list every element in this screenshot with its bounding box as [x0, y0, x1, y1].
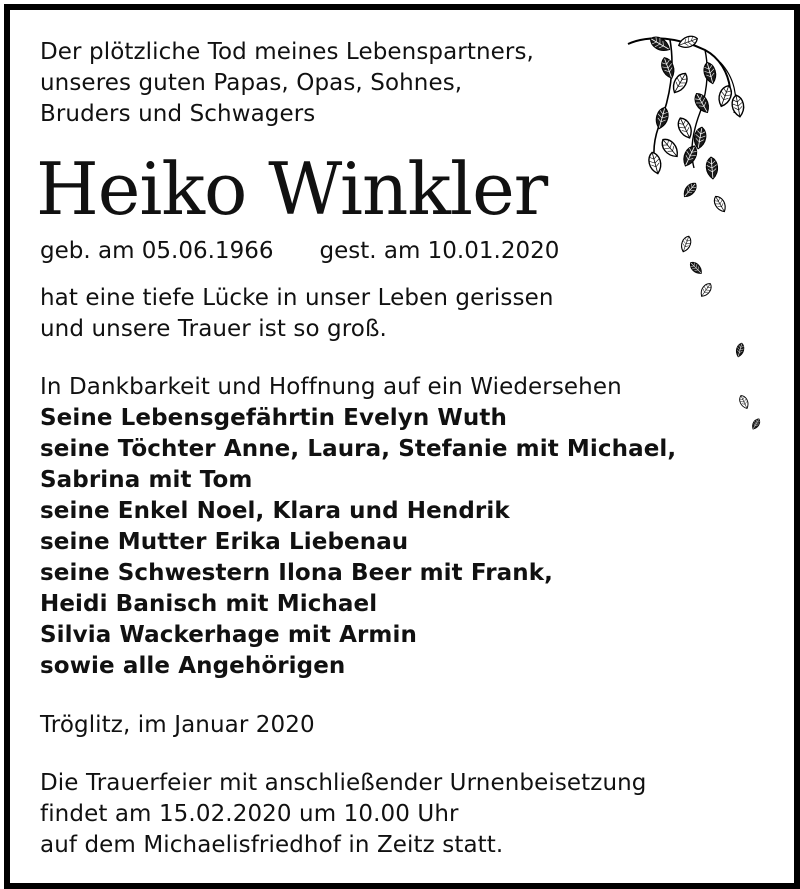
mourner-line: seine Schwestern Ilona Beer mit Frank, [40, 560, 553, 586]
intro-line-1: Der plötzliche Tod meines Lebenspartners, [40, 39, 534, 65]
funeral-line-2: findet am 15.02.2020 um 10.00 Uhr [40, 801, 459, 827]
mourner-line: Silvia Wackerhage mit Armin [40, 622, 417, 648]
place-date: Tröglitz, im Januar 2020 [40, 712, 315, 738]
deceased-name: Heiko Winkler [36, 147, 548, 231]
funeral-line-1: Die Trauerfeier mit anschließender Urnenbeisetzung [40, 770, 647, 796]
mourner-line: Heidi Banisch mit Michael [40, 591, 378, 617]
mourner-line: Sabrina mit Tom [40, 467, 253, 493]
funeral-line-3: auf dem Michaelisfriedhof in Zeitz statt. [40, 832, 504, 858]
mourner-line: seine Mutter Erika Liebenau [40, 529, 409, 555]
life-dates [40, 236, 559, 266]
mourner-line: seine Enkel Noel, Klara und Hendrik [40, 498, 510, 524]
mourner-line: sowie alle Angehörigen [40, 653, 346, 679]
grief-line-1: hat eine tiefe Lücke in unser Leben gerissen [40, 285, 554, 311]
mourner-line: seine Töchter Anne, Laura, Stefanie mit Michael, [40, 436, 677, 462]
birth-date: geb. am 05.06.1966 [40, 238, 274, 264]
intro-line-2: unseres guten Papas, Opas, Sohnes, [40, 70, 463, 96]
intro-line-3: Bruders und Schwagers [40, 101, 316, 127]
grief-line-2: und unsere Trauer ist so groß. [40, 316, 387, 342]
closing-intro: In Dankbarkeit und Hoffnung auf ein Wiedersehen [40, 374, 622, 400]
mourner-line: Seine Lebensgefährtin Evelyn Wuth [40, 405, 507, 431]
death-date: gest. am 10.01.2020 [319, 238, 560, 264]
falling-leaves-icon [610, 28, 780, 448]
